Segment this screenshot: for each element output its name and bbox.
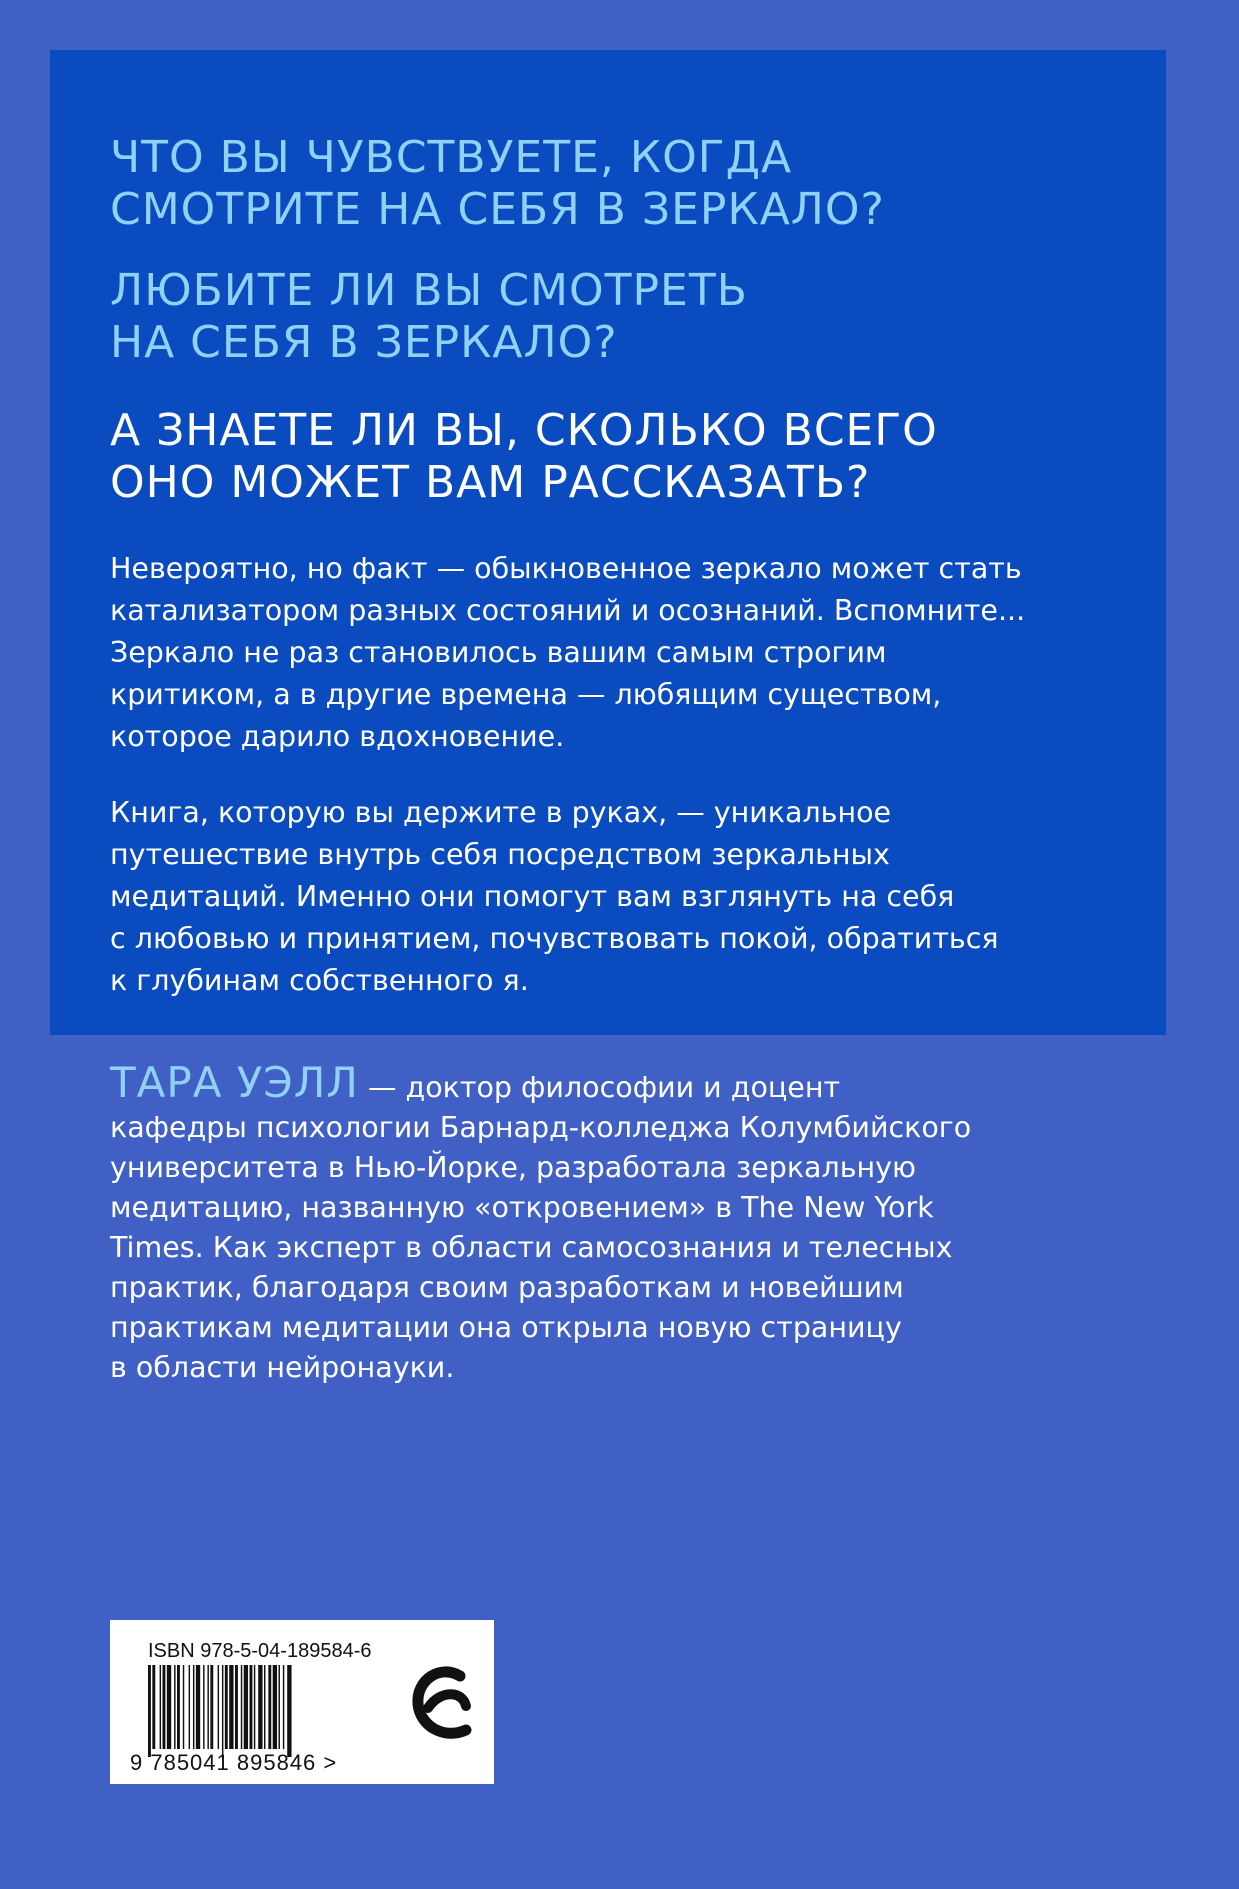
paragraph-line: с любовью и принятием, почувствовать покой, обратиться bbox=[110, 922, 999, 955]
barcode-bar bbox=[273, 1665, 277, 1749]
paragraph-line: путешествие внутрь себя посредством зеркальных bbox=[110, 838, 890, 871]
barcode-bar bbox=[207, 1665, 208, 1749]
barcode-bar bbox=[183, 1665, 184, 1749]
bio-line: кафедры психологии Барнард-колледжа Колумбийского bbox=[110, 1111, 972, 1144]
barcode-bar bbox=[152, 1665, 155, 1749]
barcode-bar bbox=[177, 1665, 180, 1749]
heading-line: НА СЕБЯ В ЗЕРКАЛО? bbox=[110, 317, 618, 368]
barcode-bar bbox=[203, 1665, 204, 1749]
paragraph-line: медитаций. Именно они помогут вам взглянуть на себя bbox=[110, 880, 955, 913]
barcode-block bbox=[110, 1620, 494, 1784]
heading-question-2 bbox=[110, 265, 748, 369]
barcode-bar bbox=[279, 1665, 280, 1749]
heading-line: ЛЮБИТЕ ЛИ ВЫ СМОТРЕТЬ bbox=[110, 265, 748, 316]
barcode-bar bbox=[225, 1665, 228, 1749]
paragraph-line: Невероятно, но факт — обыкновенное зеркало может стать bbox=[110, 552, 1022, 585]
heading-question-3 bbox=[110, 405, 938, 509]
barcode-bar bbox=[229, 1665, 233, 1749]
isbn-label: ISBN 978-5-04-189584-6 bbox=[148, 1640, 372, 1662]
bio-first-line bbox=[110, 1058, 971, 1108]
barcode-bar bbox=[283, 1665, 284, 1749]
paragraph-line: критиком, а в другие времена — любящим существом, bbox=[110, 678, 942, 711]
barcode-bar bbox=[218, 1665, 219, 1749]
barcode-bar bbox=[160, 1665, 161, 1749]
barcode-bar bbox=[222, 1665, 223, 1757]
barcode-bar bbox=[189, 1665, 190, 1749]
bio-line: в области нейронауки. bbox=[110, 1351, 455, 1384]
barcode-bar bbox=[174, 1665, 175, 1749]
description-paragraph-1 bbox=[110, 548, 1025, 758]
barcode-bar bbox=[254, 1665, 255, 1749]
paragraph-line: к глубинам собственного я. bbox=[110, 964, 529, 997]
bio-line: — доктор философии и доцент bbox=[358, 1071, 841, 1104]
paragraph-line: катализатором разных состояний и осознаний. Вспомните... bbox=[110, 594, 1026, 627]
paragraph-line: Зеркало не раз становилось вашим самым строгим bbox=[110, 636, 887, 669]
barcode-bar bbox=[241, 1665, 242, 1749]
barcode-bar bbox=[167, 1665, 171, 1749]
author-name: ТАРА УЭЛЛ bbox=[110, 1058, 359, 1107]
eksmo-logo-icon bbox=[410, 1660, 476, 1750]
barcode-bar bbox=[264, 1665, 265, 1749]
author-bio bbox=[110, 1058, 972, 1388]
heading-line: ОНО МОЖЕТ ВАМ РАССКАЗАТЬ? bbox=[110, 457, 871, 508]
barcode-bar bbox=[258, 1665, 262, 1749]
barcode-bar bbox=[163, 1665, 166, 1749]
barcode-bar bbox=[235, 1665, 238, 1749]
heading-line: ЧТО ВЫ ЧУВСТВУЕТЕ, КОГДА bbox=[110, 132, 793, 183]
bio-line: практик, благодаря своим разработкам и новейшим bbox=[110, 1271, 904, 1304]
bio-line: практикам медитации она открыла новую страницу bbox=[110, 1311, 902, 1344]
barcode-bar bbox=[268, 1665, 271, 1749]
bio-line: университета в Нью-Йорке, разработала зеркальную bbox=[110, 1151, 917, 1184]
barcode-digits: 9 785041 895846 > bbox=[130, 1750, 338, 1775]
barcode-bar bbox=[148, 1665, 151, 1757]
barcode-bar bbox=[193, 1665, 194, 1749]
heading-question-1 bbox=[110, 132, 885, 236]
description-paragraph-2 bbox=[110, 792, 999, 1002]
bio-line: медитацию, названную «откровением» в The New York bbox=[110, 1191, 934, 1224]
barcode-bar bbox=[287, 1665, 291, 1757]
barcode-bar bbox=[244, 1665, 248, 1749]
paragraph-line: Книга, которую вы держите в руках, — уникальное bbox=[110, 796, 892, 829]
heading-line: А ЗНАЕТЕ ЛИ ВЫ, СКОЛЬКО ВСЕГО bbox=[110, 405, 938, 456]
barcode-bar bbox=[250, 1665, 253, 1749]
heading-line: СМОТРИТЕ НА СЕБЯ В ЗЕРКАЛО? bbox=[110, 184, 885, 235]
barcode-bars bbox=[148, 1665, 384, 1757]
paragraph-line: которое дарило вдохновение. bbox=[110, 720, 565, 753]
bio-line: Times. Как эксперт в области самосознания и телесных bbox=[110, 1231, 953, 1264]
barcode-bar bbox=[196, 1665, 200, 1749]
barcode-bar bbox=[210, 1665, 213, 1749]
